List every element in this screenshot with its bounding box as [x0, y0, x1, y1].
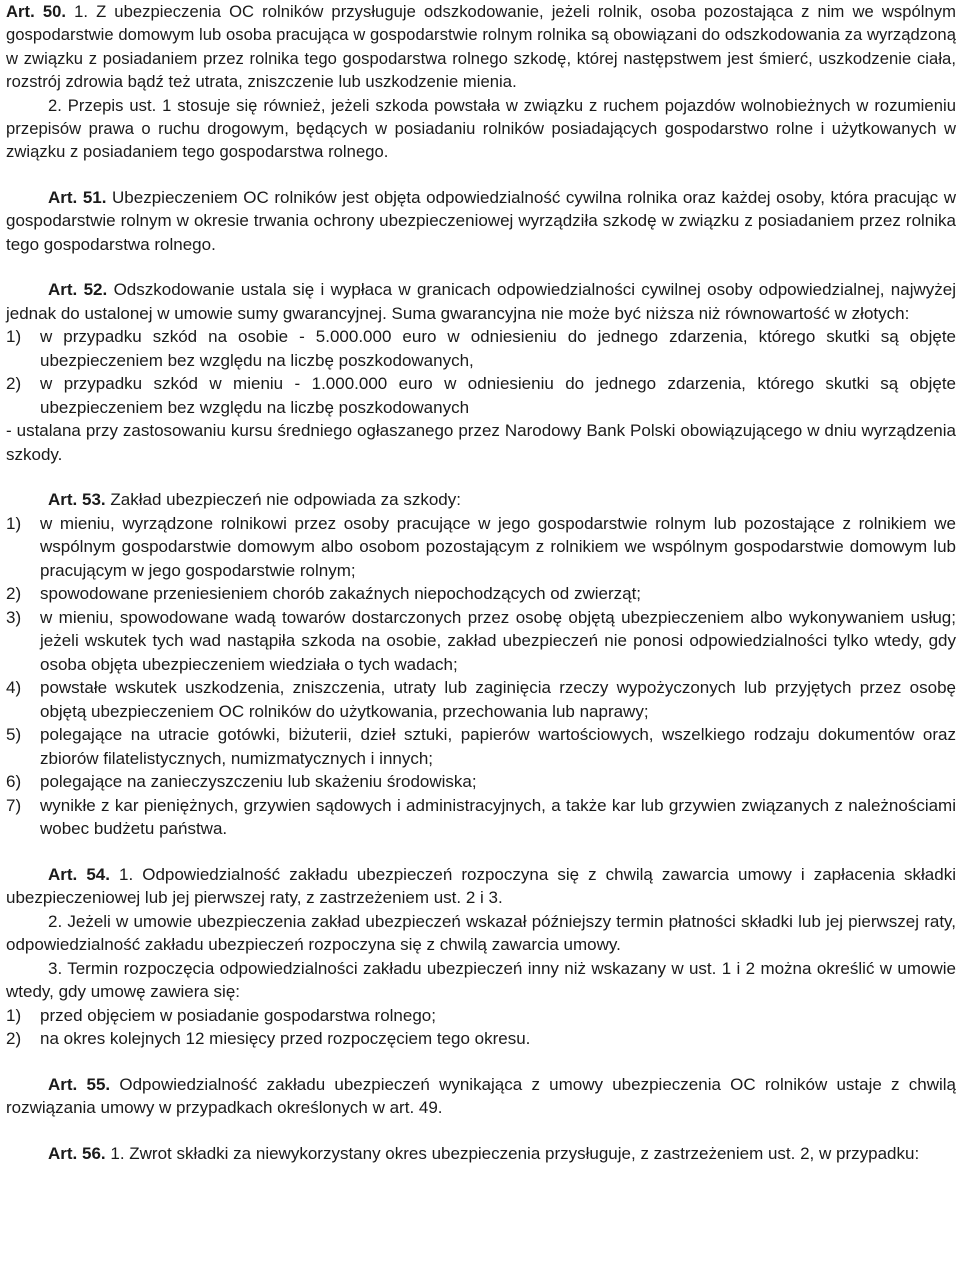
list-item-number: 2) — [6, 584, 22, 604]
list-item-number: 1) — [6, 513, 22, 533]
article-53 — [6, 488, 956, 841]
article-label: Art. 53. — [48, 490, 106, 510]
document-page — [6, 0, 956, 1165]
list-item — [6, 676, 956, 723]
list-item-number: 7) — [6, 795, 22, 815]
list-item-text: w mieniu, spowodowane wadą towarów dostarczonych przez osobę objętą ubezpieczeniem albo wykonywaniem usług; jeżeli wskutek tych wad nastąpiła szkoda na osobie, zakład ubezpieczeń nie ponosi odpowiedzialności tylko wtedy, gdy osoba objęta ubezpieczeniem wiedziała o tych wadach; — [40, 607, 956, 674]
art52-para — [6, 278, 956, 325]
article-label: Art. 56. — [48, 1143, 106, 1163]
art50-para-1 — [6, 0, 956, 94]
list-item-text: na okres kolejnych 12 miesięcy przed rozpoczęciem tego okresu. — [40, 1029, 531, 1049]
article-54 — [6, 863, 956, 1051]
list-item-text: powstałe wskutek uszkodzenia, zniszczenia, utraty lub zaginięcia rzeczy wypożyczonych lub przyjętych przez osobę objętą ubezpieczeniem OC rolników do użytkowania, przechowania lub naprawy; — [40, 678, 956, 721]
list-item-number: 1) — [6, 327, 22, 347]
list-item — [6, 723, 956, 770]
art55-para — [6, 1073, 956, 1120]
section-spacer — [6, 164, 956, 186]
list-item — [6, 1027, 956, 1051]
section-spacer — [6, 1051, 956, 1073]
list-item-number: 6) — [6, 772, 22, 792]
list-item — [6, 770, 956, 794]
paragraph-text: Odpowiedzialność zakładu ubezpieczeń wynikająca z umowy ubezpieczenia OC rolników ustaje z chwilą rozwiązania umowy w przypadkach określonych w art. 49. — [6, 1074, 956, 1118]
paragraph-text: 1. Zwrot składki za niewykorzystany okres ubezpieczenia przysługuje, z zastrzeżeniem ust. 2, w przypadku: — [110, 1143, 920, 1163]
art51-para — [6, 186, 956, 257]
list-item — [6, 512, 956, 583]
article-52 — [6, 278, 956, 466]
art50-para-2: 2. Przepis ust. 1 stosuje się również, jeżeli szkoda powstała w związku z ruchem pojazdów wolnobieżnych w rozumieniu przepisów prawa o ruchu drogowym, będących w posiadaniu rolników posiadających gospodarstwo rolne i użytkowanych w związku z posiadaniem tego gospodarstwa rolnego. — [6, 95, 956, 162]
art52-tail: - ustalana przy zastosowaniu kursu średniego ogłaszanego przez Narodowy Bank Polski obowiązującego w dniu wyrządzenia szkody. — [6, 421, 956, 464]
list-item-text: przed objęciem w posiadanie gospodarstwa rolnego; — [40, 1005, 436, 1025]
section-spacer — [6, 466, 956, 488]
paragraph-text: 1. Z ubezpieczenia OC rolników przysługuje odszkodowanie, jeżeli rolnik, osoba pozostająca z nim we wspólnym gospodarstwie domowym lub osoba pracująca w gospodarstwie rolnym rolnika są obowiązani do odszkodowania za wyrządzoną w związku z posiadaniem przez rolnika tego gospodarstwa rolnego szkodę, której następstwem jest śmierć, uszkodzenie ciała, rozstrój zdrowia bądź też utrata, zniszczenie lub uszkodzenie mienia. — [6, 2, 956, 92]
art54-list — [6, 1004, 956, 1051]
list-item-number: 2) — [6, 374, 22, 394]
list-item-text: w przypadku szkód w mieniu - 1.000.000 euro w odniesieniu do jednego zdarzenia, którego skutki są objęte ubezpieczeniem bez względu na liczbę poszkodowanych — [40, 374, 956, 417]
list-item-number: 5) — [6, 725, 22, 745]
paragraph-text: Odszkodowanie ustala się i wypłaca w granicach odpowiedzialności cywilnej osoby odpowiedzialnej, najwyżej jednak do ustalonej w umowie sumy gwarancyjnej. Suma gwarancyjna nie może być niższa niż równowartość w złotych: — [6, 280, 956, 323]
list-item-number: 4) — [6, 678, 22, 698]
list-item-text: polegające na zanieczyszczeniu lub skażeniu środowiska; — [40, 772, 477, 792]
list-item-text: spowodowane przeniesieniem chorób zakaźnych niepochodzących od zwierząt; — [40, 584, 642, 604]
paragraph-text: 1. Odpowiedzialność zakładu ubezpieczeń rozpoczyna się z chwilą zawarcia umowy i zapłacenia składki ubezpieczeniowej lub jej pierwszej raty, z zastrzeżeniem ust. 2 i 3. — [6, 864, 956, 908]
section-spacer — [6, 256, 956, 278]
list-item-number: 3) — [6, 607, 22, 627]
paragraph-text: Ubezpieczeniem OC rolników jest objęta odpowiedzialność cywilna rolnika oraz każdej osoby, która pracując w gospodarstwie rolnym w okresie trwania ochrony ubezpieczeniowej wyrządziła szkodę w związku z posiadaniem przez rolnika tego gospodarstwa rolnego. — [6, 187, 956, 254]
art56-para — [6, 1142, 956, 1166]
article-50 — [6, 0, 956, 164]
article-label: Art. 51. — [48, 187, 107, 207]
paragraph-text: Zakład ubezpieczeń nie odpowiada za szkody: — [110, 490, 461, 510]
article-56 — [6, 1142, 956, 1166]
article-label: Art. 55. — [48, 1074, 111, 1094]
article-51 — [6, 186, 956, 257]
list-item-text: w mieniu, wyrządzone rolnikowi przez osoby pracujące w jego gospodarstwie rolnym lub pozostające z rolnikiem we wspólnym gospodarstwie domowym albo osobom pozostającym z rolnikiem we wspólnym gospodarstwie domowym lub pracującym w jego gospodarstwie rolnym; — [40, 513, 956, 580]
art53-para — [6, 488, 956, 512]
list-item-number: 2) — [6, 1029, 22, 1049]
list-item-text: polegające na utracie gotówki, biżuterii, dzieł sztuki, papierów wartościowych, wszelkiego rodzaju dokumentów oraz zbiorów filatelistycznych, numizmatycznych i innych; — [40, 725, 956, 768]
list-item — [6, 606, 956, 677]
art54-para-2: 2. Jeżeli w umowie ubezpieczenia zakład ubezpieczeń wskazał późniejszy termin płatności składki lub jej pierwszej raty, odpowiedzialność zakładu ubezpieczeń rozpoczyna się z chwilą zawarcia umowy. — [6, 911, 956, 955]
section-spacer — [6, 1120, 956, 1142]
art52-list — [6, 325, 956, 419]
list-item-number: 1) — [6, 1005, 22, 1025]
list-item — [6, 372, 956, 419]
list-item-text: w przypadku szkód na osobie - 5.000.000 euro w odniesieniu do jednego zdarzenia, którego skutki są objęte ubezpieczeniem bez względu na liczbę poszkodowanych, — [40, 327, 956, 370]
article-label: Art. 54. — [48, 864, 110, 884]
list-item — [6, 794, 956, 841]
art54-para-1 — [6, 863, 956, 910]
article-55 — [6, 1073, 956, 1120]
list-item-text: wynikłe z kar pieniężnych, grzywien sądowych i administracyjnych, a także kar lub grzywien związanych z należnościami wobec budżetu państwa. — [40, 795, 956, 839]
section-spacer — [6, 841, 956, 863]
list-item — [6, 1004, 956, 1028]
list-item — [6, 325, 956, 372]
article-label: Art. 50. — [6, 2, 67, 21]
art54-para-3: 3. Termin rozpoczęcia odpowiedzialności zakładu ubezpieczeń inny niż wskazany w ust. 1 i 2 można określić w umowie wtedy, gdy umowę zawiera się: — [6, 958, 956, 1002]
article-label: Art. 52. — [48, 280, 108, 300]
list-item — [6, 582, 956, 606]
art53-list — [6, 512, 956, 841]
